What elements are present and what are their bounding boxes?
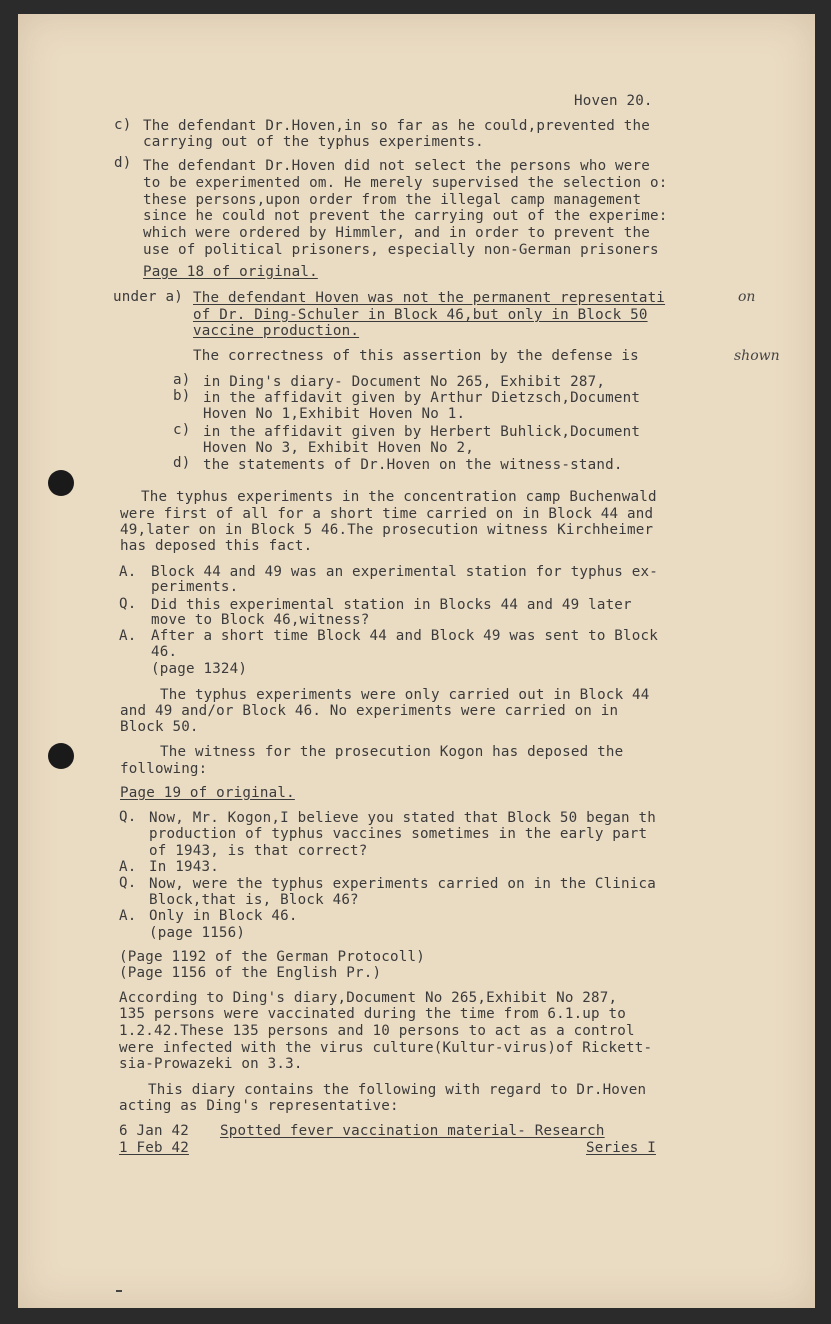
- evidence-line: the statements of Dr.Hoven on the witness-stand.: [203, 457, 623, 473]
- under-a-line: vaccine production.: [193, 323, 360, 339]
- entry-date: 1 Feb 42: [119, 1140, 189, 1156]
- evidence-line: Hoven No 1,Exhibit Hoven No 1.: [203, 406, 466, 422]
- paragraph-line: acting as Ding's representative:: [119, 1098, 399, 1114]
- entry-description: Spotted fever vaccination material- Research: [220, 1123, 605, 1139]
- qa-label: A.: [119, 628, 137, 644]
- section-d-line: since he could not prevent the carrying out of the experime:: [143, 208, 668, 224]
- footer-mark: [116, 1290, 122, 1292]
- qa-line: Block,that is, Block 46?: [149, 892, 359, 908]
- qa-line: (page 1324): [151, 661, 248, 677]
- qa-line: Block 44 and 49 was an experimental station for typhus ex-: [151, 564, 659, 580]
- evidence-label: a): [173, 372, 191, 388]
- qa-line: production of typhus vaccines sometimes in the early part: [149, 826, 648, 842]
- evidence-line: in Ding's diary- Document No 265, Exhibit 287,: [203, 374, 606, 390]
- under-a-prefix: under a): [113, 289, 183, 305]
- entry-series: Series I: [586, 1140, 656, 1156]
- section-c-line: carrying out of the typhus experiments.: [143, 134, 484, 150]
- section-d-line: which were ordered by Himmler, and in order to prevent the: [143, 225, 651, 241]
- protocol-reference: (Page 1156 of the English Pr.): [119, 965, 382, 981]
- paragraph-line: sia-Prowazeki on 3.3.: [119, 1056, 303, 1072]
- paragraph-line: The typhus experiments in the concentration camp Buchenwald: [141, 489, 657, 505]
- evidence-line: in the affidavit given by Arthur Dietzsch,Document: [203, 390, 641, 406]
- punch-hole-top: [48, 470, 74, 496]
- paragraph-line: has deposed this fact.: [120, 538, 313, 554]
- qa-line: of 1943, is that correct?: [149, 843, 368, 859]
- evidence-label: d): [173, 455, 191, 471]
- qa-label: Q.: [119, 596, 137, 612]
- qa-line: move to Block 46,witness?: [151, 612, 370, 628]
- section-d-line: to be experimented om. He merely supervised the selection o:: [143, 175, 668, 191]
- under-a-line: The defendant Hoven was not the permanent representati: [193, 290, 666, 306]
- qa-label: A.: [119, 564, 137, 580]
- paragraph-line: were first of all for a short time carried on in Block 44 and: [120, 506, 654, 522]
- qa-line: Did this experimental station in Blocks 44 and 49 later: [151, 597, 632, 613]
- qa-line: Now, Mr. Kogon,I believe you stated that Block 50 began th: [149, 810, 657, 826]
- evidence-label: b): [173, 388, 191, 404]
- entry-date: 6 Jan 42: [119, 1123, 189, 1139]
- evidence-label: c): [173, 422, 191, 438]
- page-reference: Hoven 20.: [574, 93, 653, 109]
- qa-line: (page 1156): [149, 925, 246, 941]
- paragraph-line: The typhus experiments were only carried out in Block 44: [160, 687, 650, 703]
- paragraph-line: 135 persons were vaccinated during the time from 6.1.up to: [119, 1006, 627, 1022]
- paragraph-line: 1.2.42.These 135 persons and 10 persons to act as a control: [119, 1023, 635, 1039]
- paragraph-line: According to Ding's diary,Document No 265,Exhibit No 287,: [119, 990, 618, 1006]
- correctness-line: The correctness of this assertion by the defense is: [193, 348, 639, 364]
- qa-label: Q.: [119, 809, 137, 825]
- under-a-line: of Dr. Ding-Schuler in Block 46,but only in Block 50: [193, 307, 648, 323]
- section-label: d): [114, 155, 132, 171]
- section-c-line: The defendant Dr.Hoven,in so far as he could,prevented the: [143, 118, 651, 134]
- qa-line: In 1943.: [149, 859, 219, 875]
- paragraph-line: following:: [120, 761, 208, 777]
- evidence-line: in the affidavit given by Herbert Buhlick,Document: [203, 424, 641, 440]
- section-d-line: these persons,upon order from the illegal camp management: [143, 192, 642, 208]
- qa-label: Q.: [119, 875, 137, 891]
- handwritten-shown: shown: [734, 348, 780, 364]
- paragraph-line: The witness for the prosecution Kogon has deposed the: [160, 744, 624, 760]
- paragraph-line: Block 50.: [120, 719, 199, 735]
- qa-line: Only in Block 46.: [149, 908, 298, 924]
- evidence-line: Hoven No 3, Exhibit Hoven No 2,: [203, 440, 474, 456]
- paragraph-line: were infected with the virus culture(Kultur-virus)of Rickett-: [119, 1040, 653, 1056]
- qa-line: 46.: [151, 644, 178, 660]
- qa-label: A.: [119, 908, 137, 924]
- qa-line: After a short time Block 44 and Block 49 was sent to Block: [151, 628, 659, 644]
- handwritten-correction: on: [738, 289, 756, 305]
- qa-line: Now, were the typhus experiments carried on in the Clinica: [149, 876, 657, 892]
- section-d-line: use of political prisoners, especially non-German prisoners: [143, 242, 659, 258]
- paragraph-line: and 49 and/or Block 46. No experiments were carried on in: [120, 703, 619, 719]
- section-d-line: The defendant Dr.Hoven did not select the persons who were: [143, 158, 651, 174]
- page-18-heading: Page 18 of original.: [143, 264, 318, 280]
- punch-hole-bottom: [48, 743, 74, 769]
- page-19-heading: Page 19 of original.: [120, 785, 295, 801]
- section-label: c): [114, 117, 132, 133]
- paragraph-line: This diary contains the following with regard to Dr.Hoven: [148, 1082, 647, 1098]
- paragraph-line: 49,later on in Block 5 46.The prosecution witness Kirchheimer: [120, 522, 654, 538]
- protocol-reference: (Page 1192 of the German Protocoll): [119, 949, 425, 965]
- qa-label: A.: [119, 859, 137, 875]
- qa-line: periments.: [151, 579, 239, 595]
